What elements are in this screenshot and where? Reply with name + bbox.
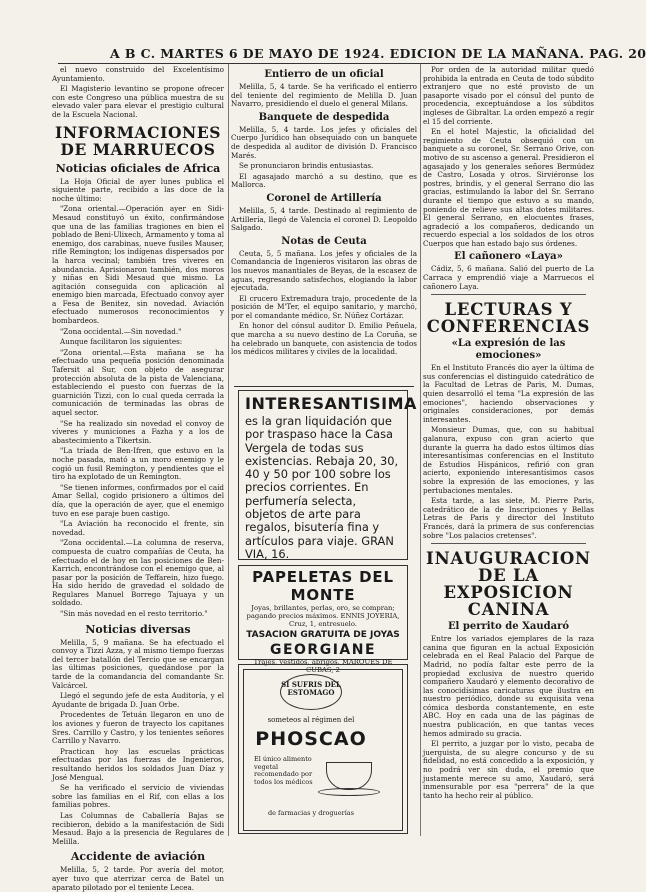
paragraph: El Magisterio levantino se propone ofrecer con este Congreso una pública muestra de su elevado valer para elevar el prestigio cultural de la Escuela Nacional. xyxy=(52,84,224,119)
ad-circle-text: SI SUFRIS DEL ESTOMAGO xyxy=(280,674,342,710)
headline-emociones: «La expresión de las emociones» xyxy=(451,338,566,362)
paragraph: "Se tienen informes, confirmados por el caíd Amar Sellal, cogido prisionero a últimos del día, que la operación de ayer, que el enemigo tuvo en ese paraje buen castigo. xyxy=(52,482,224,518)
paragraph: "Sin más novedad en el resto territorio." xyxy=(60,609,208,619)
subhead-accidente-aviacion: Accidente de aviación xyxy=(70,850,206,864)
headline-canonero: El cañonero «Laya» xyxy=(454,251,563,263)
paragraph: Monsieur Dumas, que, con su habitual galanura, expuso con gran acierto que durante la guerra ha dado estos últimos días interesantísimas conferencias en el Instituto de Estudios Hispánicos, refirió con gran acierto, exponiendo interesantísimos casos sobre la expresión de las emociones, y las pertubaciones mentales. xyxy=(423,425,594,495)
headline-banquete: Banquete de despedida xyxy=(258,111,390,123)
section-title-marruecos: INFORMACIONES DE MARRUECOS xyxy=(54,122,222,159)
ad-foot: de farmacias y droguerías xyxy=(267,809,354,817)
column-right xyxy=(423,66,594,836)
headline-ceuta: Notas de Ceuta xyxy=(281,235,367,247)
paragraph: En el Instituto Francés dio ayer la última de sus conferencias el distinguido catedrático de la Facultad de Letras de Paris, M. Dumas, quien desarrolló el tema "La expresión de las emociones", haciendo observaciones y originales consideraciones, por demás interesantes. xyxy=(423,363,594,424)
section-rule xyxy=(431,294,586,295)
ad-desc: El único alimento vegetal recomendado por todos los médicos xyxy=(254,755,313,786)
saucer-icon xyxy=(318,788,380,796)
ad-brand: PHOSCAO xyxy=(255,728,367,750)
paragraph: el nuevo construido del Excelentísimo Ayuntamiento. xyxy=(52,65,224,83)
column-divider-1 xyxy=(228,64,229,836)
ad-vergela xyxy=(238,390,417,561)
paragraph: La Hoja Oficial de ayer lunes publica el siguiente parte, recibido a las doce de la noche último: xyxy=(52,176,224,203)
ad-sub: someteos al régimen del xyxy=(267,716,355,724)
ad-georgiane: GEORGIANE xyxy=(269,642,377,658)
paragraph: Melilla, 5, 2 tarde. Por avería del motor, ayer tuvo que aterrizar cerca de Batel un aparato pilotado por el teniente Lecea. xyxy=(52,865,224,892)
paragraph: "La tríada de Ben-Ifren, que estuvo en la noche pasada, mató a un moro enemigo y le cogió un fusil Remington, y pendientes que el tiro ha explotado de un Remington. xyxy=(52,446,224,482)
paragraph: "Zona occidental.—Sin novedad." xyxy=(60,326,182,336)
paragraph: El crucero Extremadura trajo, procedente de la posición de M'Ter, el equipo sanitario, y marchó, por el comandante médico, Sr. Núñez Cortázar. xyxy=(231,293,417,320)
paragraph: El perrito, a juzgar por lo visto, pecaba de juerguista, de su alegre concurso y de su fidelidad, no está concedido a la exposición, y no podrá ver sin duda, el premio que justamente merece su amo, Xaudaró, será inmensurable por esa "perrera" de la que tanto ha hecho reir al público. xyxy=(423,739,594,800)
paragraph: Melilla, 5, 4 tarde. Se ha verificado el entierro del teniente del regimiento de Melilla D. Juan Navarro, presidiendo el duelo el general Milans. xyxy=(231,82,417,109)
paragraph: Ceuta, 5, 5 mañana. Los jefes y oficiales de la Comandancia de Ingenieros visitaron las obras de los nuevos manantiales de Beyas, de la escasez de aguas, regresando satisfechos, elogiando la labor ejecutada. xyxy=(231,248,417,293)
paragraph: "Zona occidental.—La columna de reserva, compuesta de cuatro compañías de Ceuta, ha efectuado el de hoy en las posiciones de Ben-Karrich, encontrándose con el enemigo que, al pasar por la posición de Teffarein, hizo fuego. Ha sido herido de gravedad el soldado de Regulares Manuel Borrego Tajuaya y un soldado. xyxy=(52,538,224,608)
paragraph: Melilla, 5, 9 mañana. Se ha efectuado el convoy a Tizzi Azza, y al mismo tiempo fuerzas del tercer batallón del Tercio que se encargan las últimas posiciones, quedándose por la tarde de la comandancia del comandante Sr. Valcárcel. xyxy=(52,637,224,690)
paragraph: "Se ha realizado sin novedad el convoy de víveres y municiones a Fazha y a los de abastecimiento a Tikertsin. xyxy=(52,418,224,445)
paragraph: "Zona oriental.—Esta mañana se ha efectuado una pequeña posición denominada Tafersit al Sur, con objeto de asegurar protección absoluta de la pista de Valenciana, estableciendo el puesto con fuerzas de la guarnición Tizzi, con lo cual queda cerrada la comunicación de terminadas las obras de aquel sector. xyxy=(52,347,224,417)
ad-rule xyxy=(234,386,414,387)
paragraph: Melilla, 5, 4 tarde. Destinado al regimiento de Artillería, llegó de Valencia el coronel D. Leopoldo Salgado. xyxy=(231,205,417,233)
column-middle xyxy=(231,66,417,388)
subhead-noticias-diversas: Noticias diversas xyxy=(85,622,191,636)
paragraph: Esta tarde, a las siete, M. Pierre Paris, catedrático de la de Inscripciones y Bellas Letras de Paris y director del Instituto Francés, dará la primera de sus conferencias sobre "Los palacios cretenses". xyxy=(423,496,594,540)
ad-georgiane-sub: Trajes, vestidos, abrigos. MARQUES DE CUBAS, 2 xyxy=(253,658,393,674)
ad-title: INTERESANTISIMA xyxy=(245,394,417,413)
column-divider-2 xyxy=(420,64,421,836)
paragraph: Entre los variados ejemplares de la raza canina que figuran en la actual Exposición celebrada en el Real Palacio del Parque de Madrid, no podía faltar este perro de la propiedad exclusiva de nuestro querido compañero Xaudaró y elemento decorativo de las conocidísimas caricaturas que ilustra en nuestro periódico, donde su exquisita vena cómica desborda constantemente, en este ABC. Hoy en cada una de las páginas de nuestra publicación, en que tantas veces hemos admirado su gracia. xyxy=(423,634,594,738)
paragraph: Se ha verificado el servicio de viviendas sobre las familias en el Rif, con ellas a los familias pobres. xyxy=(52,783,224,810)
ad-frame xyxy=(243,669,403,831)
paragraph: Llegó el segundo jefe de esta Auditoría, y el Ayudante de brigada D. Juan Orbe. xyxy=(52,691,224,709)
header-rule xyxy=(58,63,588,64)
ad-tasacion: TASACION GRATUITA DE JOYAS xyxy=(246,630,400,640)
ad-body: es la gran liquidación que por traspaso hace la Casa Vergela de todas sus existencias. Rebaja 20, 30, 40 y 50 por 100 sobre los precios corrientes. En perfumería selecta, objetos de arte para regalos, bisutería fina y artículos para viaje. GRAN VIA, 16. xyxy=(245,414,399,561)
headline-perrito: El perrito de Xaudaró xyxy=(447,621,570,633)
paragraph: Las Columnas de Caballería Bajas se recibieron, debido a la manifestación de Sidi Mesaud. Bajo a la presencia de Regulares de Melilla. xyxy=(52,810,224,846)
section-rule xyxy=(431,543,586,544)
paragraph: Aunque facilitaron los siguientes: xyxy=(60,337,183,347)
page-header: A B C. MARTES 6 DE MAYO DE 1924. EDICION DE LA MAÑANA. PAG. 20 xyxy=(110,46,646,61)
paragraph: Melilla, 5, 4 tarde. Los jefes y oficiales del Cuerpo Jurídico han obsequiado con un banquete de despedida al auditor de división D. Francisco Marés. xyxy=(231,124,417,160)
paragraph: El agasajado marchó a su destino, que es Mallorca. xyxy=(231,171,417,190)
paragraph: Cádiz, 5, 6 mañana. Salió del puerto de La Carraca y emprendió viaje a Marruecos el cañonero Laya. xyxy=(423,264,594,291)
headline-coronel: Coronel de Artillería xyxy=(266,192,382,204)
ad-title: PAPELETAS DEL MONTE xyxy=(252,568,394,604)
paragraph: "Zona oriental.—Operación ayer en Sidi-Mesaud constituyó un éxito, confirmándose que una de las familias tragiones en bien el poblado de Beni-Ulixech, Armamento y toma al enemigo, dos carabinas, nueve fusiles Mauser, rifle Remington; los indígenas dispersados por la harca vecinal; también tres viveres en abundancia. Aprisionaron también, dos moros y niñas en Sidi Mesaud que mismo. La agitación conseguida con aplicación al enemigo bien marcada, Efectuado convoy ayer a Fesa de Benitez, sin novedad. Aviación efectuado numerosos reconocimientos y bombardeos. xyxy=(52,204,224,326)
paragraph: Practican hoy las escuelas prácticas efectuadas por las fuerzas de Ingenieros, resultando heridos los soldados Juan Díaz y José Mengual. xyxy=(52,746,224,782)
section-lecturas: LECTURAS Y CONFERENCIAS xyxy=(426,300,591,337)
column-left xyxy=(52,65,224,892)
ad-phoscao xyxy=(238,664,408,834)
paragraph: Se pronunciaron brindis entusiastas. xyxy=(239,161,374,171)
paragraph: En el hotel Majestic, la oficialidad del regimiento de Ceuta obsequió con un banquete a su coronel, Sr. Serrano Orive, con motivo de su ascenso a general. Presidieron el agasajado y los generales señores Bermúdez de Castro, Losada y otros. Sirviéronse los postres, brindis, y el general Serrano dio las gracias, estimulando la labor del Sr. Serrano durante el tiempo que estuvo a su mando, poniendo de relieve sus altas dotes militares. El general Serrano, en elocuentes frases, agradeció a los compañeros, dedicando un recuerdo especial a los soldados de los otros Cuerpos que han estado bajo sus órdenes. xyxy=(423,127,594,248)
subhead-noticias-oficiales: Noticias oficiales de Africa xyxy=(55,161,221,175)
section-exposicion: INAUGURACION DE LA EXPOSICION CANINA xyxy=(426,549,591,620)
headline-entierro: Entierro de un oficial xyxy=(264,69,384,80)
paragraph: Por orden de la autoridad militar quedó prohibida la entrada en Ceuta de todo súbdito extranjero que no esté provisto de un pasaporte visado por el cónsul del punto de procedencia, exceptuándose a los súbditos ingleses de Gibraltar. La orden empezó a regir el 15 del corriente. xyxy=(423,65,594,126)
paragraph: "La Aviación ha reconocido el frente, sin novedad. xyxy=(52,519,224,537)
paragraph: Procedentes de Tetuán llegaron en uno de los aviones y fueron de trayecto los capitanes Sres. Carrillo y Castro, y los tenientes señores Carrillo y Navarro. xyxy=(52,710,224,746)
ad-papeletas xyxy=(238,565,408,674)
ad-body: Joyas, brillantes, perlas, oro, se compran; pagando precios máximos. ENNIS JOYERIA, Cruz, 1, entresuelo. xyxy=(246,604,400,628)
paragraph: En honor del cónsul auditor D. Emilio Peñuela, que marcha a su nuevo destino de La Coruña, se ha celebrado un banquete, con asistencia de todos los médicos militares y civiles de la localidad. xyxy=(231,321,417,357)
cup-icon xyxy=(326,762,372,790)
